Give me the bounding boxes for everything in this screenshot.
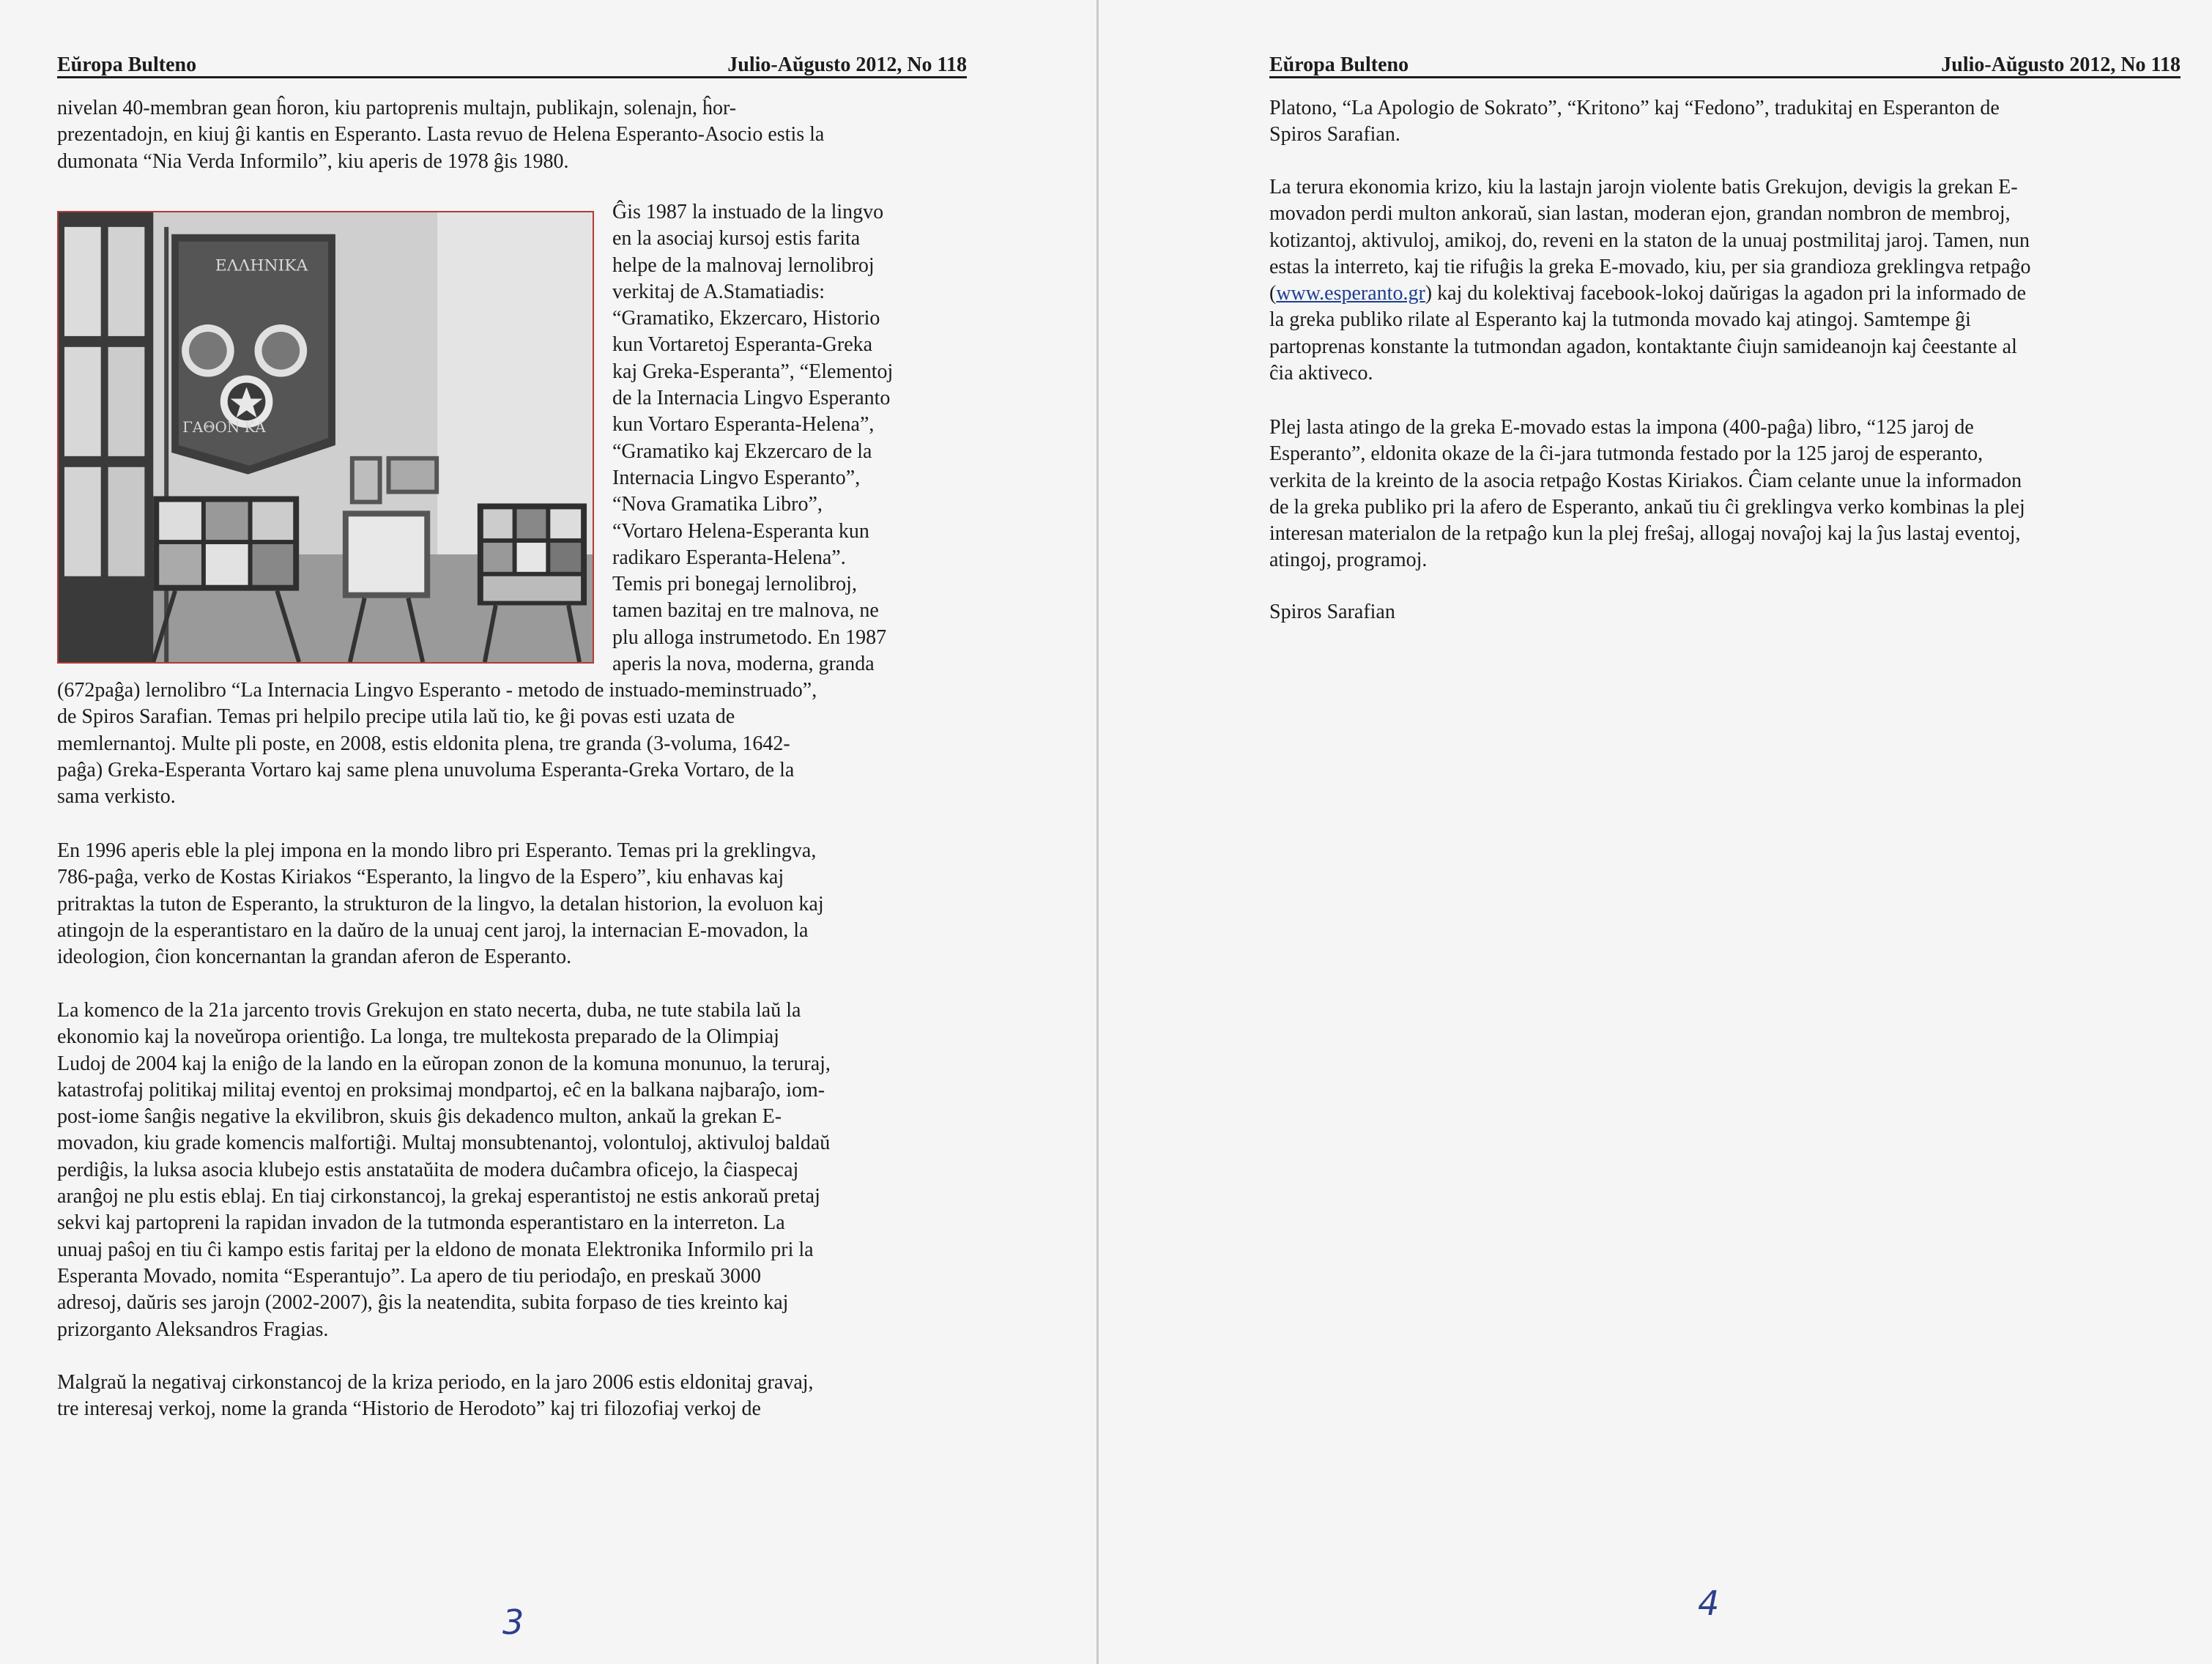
paragraph-1: nivelan 40-membran gean ĥoron, kiu partoprenis multajn, publikajn, solenajn, ĥor- prezentadojn, en kiuj ĝi kantis en Esperanto. Lasta revuo de Helena Esperanto-Asocio estis la dumonata “Nia Verda Informilo”, kiu aperis de 1978 ĝis 1980. [57,97,825,173]
paragraph-5: Malgraŭ la negativaj cirkonstancoj de la kriza periodo, en la jaro 2006 estis eldonitaj gravaj, tre interesaj verkoj, nome la granda “Historio de Herodoto” kaj tri filozofiaj verkoj de [57,1371,814,1421]
paragraph-2 [1269,174,2185,387]
header-rule [57,76,967,78]
page-number: 3 [502,1602,524,1642]
paragraph-2-text-a: La terura ekonomia krizo, kiu la lastajn jarojn violente batis Grekujon, devigis la grekan E- movadon perdi multon ankoraŭ, sian lastan, moderan ejon, grandan nombron de membroj, kotizantoj, aktivuloj, amikoj, do, reveni en la staton de la unuaj postmilitaj jaroj. Tamen, nun estas la interreto, kaj tie rifuĝis la greka E-movado, kiu, per sia grandioza greklingva retpaĝo ( [1269,176,2031,305]
website-link[interactable]: www.esperanto.gr [1276,282,1425,305]
paragraph-2-continued: (672paĝa) lernolibro “La Internacia Lingvo Esperanto - metodo de instuado-meminstruado”, de Spiros Sarafian. Temas pri helpilo precipe utila laŭ tio, ke ĝi povas esti uzata de memlernantoj. Multe pli poste, en 2008, estis eldonita plena, tre granda (3-voluma, 1642- paĝa) Greka-Esperanta Vortaro kaj same plena unuvoluma Esperanta-Greka Vortaro, de la sama verkisto. [57,679,817,809]
paragraph-4: La komenco de la 21a jarcento trovis Grekujon en stato necerta, duba, ne tute stabila laŭ la ekonomio kaj la noveŭropa orientiĝo. La longa, tre multekosta preparado de la Olimpiaj Ludoj de 2004 kaj la eniĝo de la lando en la eŭropan zonon de la komuna monunuo, la teruraj, katastrofaj politikaj militaj eventoj en proksimaj mondpartoj, eĉ en la balkana najbaraĵo, iom- post-iome ŝanĝis negative la ekvilibron, skuis ĝis dekadenco multon, ankaŭ la grekan E- movadon, kiu grade komencis malfortiĝi. Multaj monsubtenantoj, volontuloj, aktivuloj baldaŭ perdiĝis, la luksa asocia klubejo estis anstataŭita de modera duĉambra oficejo, la ĉiaspecaj aranĝoj ne plu estis eblaj. En tiaj cirkonstancoj, la grekaj esperantistoj ne estis ankoraŭ pretaj sekvi kaj partopreni la rapidan invadon de la tutmonda esperantistaro en la interreton. La unuaj paŝoj en tiu ĉi kampo estis faritaj per la eldono de monata Elektronika Informilo pri la Esperanta Movado, nomita “Esperantujo”. La apero de tiu periodaĵo, en preskaŭ 3000 adresoj, daŭris ses jarojn (2002-2007), ĝis la neatendita, subita forpaso de ties kreinto kaj prizorganto Aleksandros Fragias. [57,999,831,1341]
photo-banner-exhibit [57,211,594,664]
page-header [57,53,967,78]
header-issue: Julio-Aŭgusto 2012, No 118 [1941,53,2181,76]
header-rule [1269,76,2181,78]
paragraph-1: Platono, “La Apologio de Sokrato”, “Kritono” kaj “Fedono”, tradukitaj en Esperanton de Spiros Sarafian. [1269,97,2000,146]
paragraph-2-beside-photo: Ĝis 1987 la instuado de la lingvo en la asociaj kursoj estis farita helpe de la malnovaj lernolibroj verkitaj de A.Stamatiadis: “Gramatiko, Ekzercaro, Historio kun Vortaretoj Esperanta-Greka kaj Greka-Esperanta”, “Elementoj de la Internacia Lingvo Esperanto kun Vortaro Esperanta-Helena”, “Gramatiko kaj Ekzercaro de la Internacia Lingvo Esperanto”, “Nova Gramatika Libro”, “Vortaro Helena-Esperanta kun radikaro Esperanta-Helena”. Temis pri bonegaj lernolibroj, tamen bazitaj en tre malnova, ne plu alloga instrumetodo. En 1987 aperis la nova, moderna, granda [612,201,894,676]
header-publication: Eŭropa Bulteno [1269,53,1409,76]
right-page [1099,0,2212,1664]
paragraph-2-text-b: ) kaj du kolektivaj facebook-lokoj daŭrigas la agadon pri la informado de la greka publiko rilate al Esperanto kaj la tutmonda movado kaj atingoj. Samtempe ĝi partoprenas konstante la tutmondan agadon, kontaktante ĉiujn samideanojn kaj ĉeestante al ĉia aktiveco. [1269,282,2027,385]
signature: Spiros Sarafian [1269,601,1395,623]
photo-image [59,212,593,662]
paragraph-3: En 1996 aperis eble la plej impona en la mondo libro pri Esperanto. Temas pri la greklingva, 786-paĝa, verko de Kostas Kiriakos “Esperanto, la lingvo de la Espero”, kiu enhavas kaj pritraktas la tuton de Esperanto, la strukturon de la lingvo, la detalan historion, la evoluon kaj atingojn de la esperantistaro en la daŭro de la unuaj cent jaroj, la internacian E-movadon, la ideologion, ĉion koncernantan la grandan aferon de Esperanto. [57,839,824,969]
page-header [1269,53,2181,78]
left-page [0,0,1097,1664]
header-issue: Julio-Aŭgusto 2012, No 118 [727,53,967,76]
header-publication: Eŭropa Bulteno [57,53,197,76]
svg-text:ΕΛΛΗΝΙΚΑ: ΕΛΛΗΝΙΚΑ [215,256,308,275]
page-number: 4 [1698,1583,1720,1623]
svg-text:ΓΑΘΟΝ ΚΑ: ΓΑΘΟΝ ΚΑ [182,419,266,437]
paragraph-3: Plej lasta atingo de la greka E-movado estas la impona (400-paĝa) libro, “125 jaroj de Esperanto”, eldonita okaze de la ĉi-jara tutmonda festado por la 125 jaroj de esperanto, verkita de la kreinto de la asocia retpaĝo Kostas Kiriakos. Ĉiam celante unue la informadon de la greka publiko pri la afero de Esperanto, ankaŭ tiu ĉi greklingva verko kombinas la plej interesan materialon de la retpaĝo kun la plej freŝaj, allogaj novaĵoj kaj la ĵus lastaj eventoj, atingoj, programoj. [1269,416,2025,572]
